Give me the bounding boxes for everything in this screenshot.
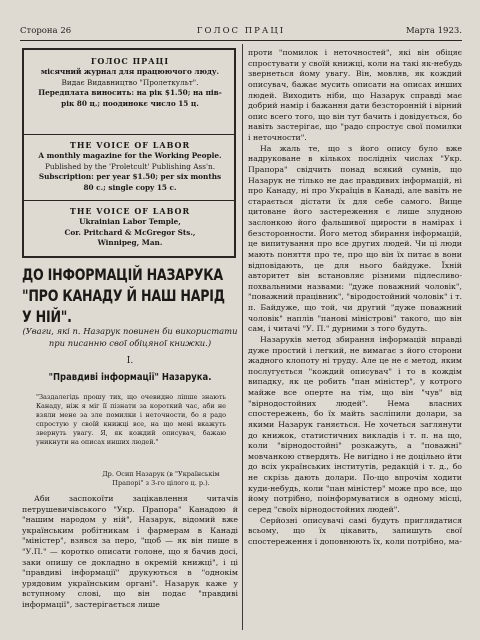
quote-attribution (86, 470, 236, 488)
attribution-line1: Др. Осип Назарук (в "Українськім (102, 470, 220, 478)
en-line1: A monthly magazine for the Working People. (38, 150, 222, 160)
en-line3: Subscription: per year $1.50; per six months (38, 172, 222, 182)
address-block (28, 206, 232, 249)
english-info-block (28, 140, 232, 194)
box-separator (24, 200, 234, 201)
left-column-body (22, 494, 238, 611)
box-separator (24, 134, 234, 135)
addr-line1: Ukrainian Labor Temple, (79, 216, 181, 226)
addr-line3: Winnipeg, Man. (97, 238, 163, 248)
addr-title: THE VOICE OF LABOR (69, 206, 191, 216)
ua-line2: Видає Видавництво "Пролеткульт". (61, 77, 199, 87)
body-paragraph: На жаль те, що з його опису було вже надруковане в кількох послідніх числах "Укр. Прапора" свідчить понад всякий сумнів, що Назарук не тілько не дає правдивих інформацій, ні про Канаду, ні про Україців в Канаді, але вавіть не старається дістати їх для себе самого. Вище цитоване його застереження є лише злудною заслонкою його фальшивої щирости в намірах і безсторонности. Його метод збирання інформацій, це випитування про все других людей. Чи ці люди мають поняття про те, про що він їх питає в вони відповідають, це для нього байдуже. Їхній авторитет він встановляє різними підлесливо-похвальними назвами: "дуже поважний чоловік", "поважний працівник", "віродостойний чоловік" і т. п. Байдуже, що той, чи другий "дуже поважний чоловік" наплів "панові міністрові" такого, що він сам, і читачі "У. П." дурними з того будуть. (248, 143, 462, 334)
en-line4: 80 c.; single copy 15 c. (83, 183, 177, 193)
ua-line3: Передплата виносить: на рік $1.50; на пів- (38, 88, 222, 98)
en-title: THE VOICE OF LABOR (69, 140, 191, 150)
section-number: I. (126, 356, 134, 366)
page-header (20, 26, 462, 41)
ua-line4: рік 80 ц.; поодинокє число 15 ц. (61, 99, 199, 109)
ua-title: ГОЛОС ПРАЦІ (90, 56, 170, 66)
publication-info-box (22, 48, 236, 258)
right-column-body (248, 48, 462, 547)
body-paragraph: проти "помилок і неточностей", які він обіцяє спростувати у своїй книжці, коли на такі як-небудь звернеться йому увагу. Він, мовляв, як кождий описувач, бажає мусить описати на описах инших людей. Виходить ніби, що Назарук справді має добрий намір і бажання дати безсторонній і вірний опис всего того, що він тут бачить і довідується, бо навіть застерігає, що "радо спростує свої помилки і неточности". (248, 48, 462, 142)
epigraph-quote: "Заздалегідь прошу тих, що очевидно ліпше знають Канаду, ніж я міг її пізнати за короткий час, аби не взяли мене за зле помилки і неточности, бо я радо спростую у своїй книжці все, на що мені вкажуть звернуть увагу. Я, як кождий описувач, бажаю уникнути на описах инших людей." (36, 393, 226, 446)
ua-line1: місячний журнал для працюючого люду. (40, 66, 220, 76)
page-number: Сторона 26 (20, 26, 72, 36)
column-divider (242, 44, 243, 630)
section-title: "Правдиві інформації" Назарука. (48, 372, 212, 383)
attribution-line2: Прапорі" з 3-го цілого ц. р.). (112, 478, 210, 487)
article-note: (Уваги, які п. Назарук повинен би використати при писанню свої обіцяної книжки.) (22, 326, 238, 348)
addr-line2: Cor. Pritchard & McGregor Sts., (64, 227, 196, 237)
article-headline: ДО ІНФОРМАЦІЙ НАЗАРУКА "ПРО КАНАДУ Й НАШ НАРІД У НІЙ". (22, 265, 225, 326)
masthead: ГОЛОС ПРАЦІ (196, 26, 286, 36)
en-line2: Published by the 'Proletcult' Publishing Ass'n. (44, 161, 216, 171)
issue-date: Марта 1923. (405, 26, 462, 36)
body-paragraph: Назаруків метод збирання інформацій вправді дуже простий і легкий, не вимагає з його сторони жадного клопоту ні труду. Але це не є метод, яким послугується "кождий описувач" і то в кождім випадку, як це робить "пан міністер", у котрого майже все оперте на тім, що він "чув" від "вірнодостойних людей". Нема власних спостережень, бо їх майть засліпили долари, за якими Назарук ганяється. Не хочеться заглянути до книжок, статистичних викладів і т. п. на що, коли "вірнодостойні" розкажуть, а "поважні" мовчанкою ствердять. Не вигідно і не доцільно йти до всіх українських інститутів, редакцій і т. д., бо не скрізь дають долари. По-що впрочім ходити куди-небудь, коли "пан міністер" може про все, що йому потрібно, поінформуватися в одному місці, серед "своїх вірнодостойних людей". (248, 334, 462, 514)
body-paragraph: Аби заспокоїти зацікавлення читачів петрушевичівського "Укр. Прапора" Канадою й "нашим народом у ній", Назарук, відомий вже українським робітникам і фармерам в Канаді "міністер", взявся за перо, "щоб — як він пише в "У.П." — коротко описати голоне, що я бачив досі, заки опишу се докладно в окремій книжці", і ці "правдиві інформації" друкуються в "однокім урядовим українським органі". Назарук каже у вступному слові, що він подає "правдиві інформації", застерігається лише (22, 494, 238, 609)
ukrainian-info-block (28, 56, 232, 110)
body-paragraph: Серйозні описувачі самі будуть приглядатися всьому, що їх цікавить, запишуть свої спостереження і доповнюють їх, коли потрібно, ма- (248, 515, 462, 546)
